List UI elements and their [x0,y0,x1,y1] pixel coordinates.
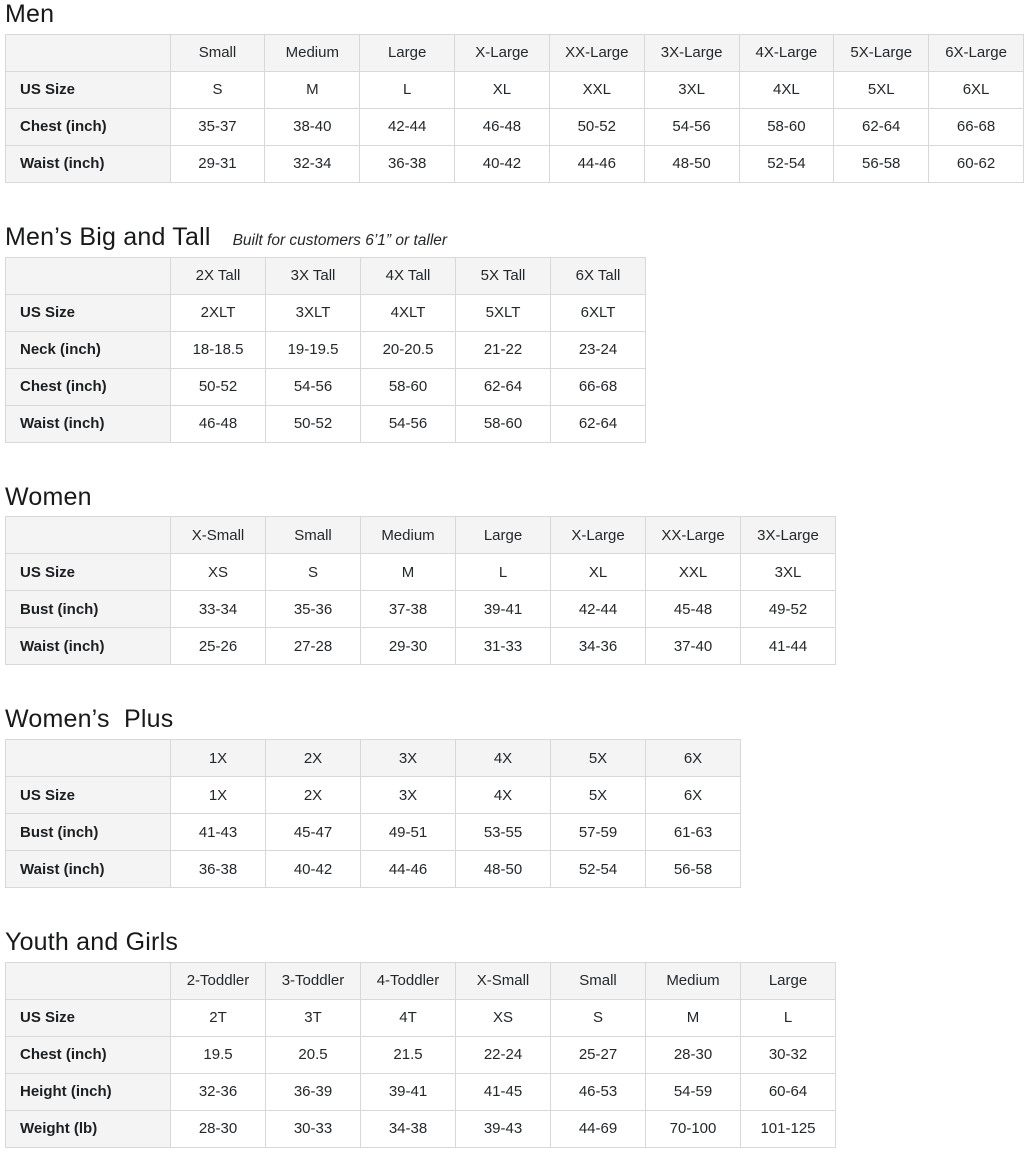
value-cell: 41-43 [171,814,266,851]
value-cell: 30-32 [741,1036,836,1073]
header-row [6,257,646,294]
column-header-cell: X-Large [551,517,646,554]
value-cell: 3X [361,777,456,814]
value-cell: 40-42 [266,851,361,888]
value-cell: 53-55 [456,814,551,851]
value-cell: 32-36 [171,1073,266,1110]
value-cell: 1X [171,777,266,814]
column-header-cell: 6X [646,740,741,777]
value-cell: 36-38 [360,145,455,182]
value-cell: S [551,999,646,1036]
value-cell: 39-41 [361,1073,456,1110]
value-cell: 62-64 [456,368,551,405]
value-cell: 3XL [741,554,836,591]
value-cell: 70-100 [646,1110,741,1147]
column-header-cell: 3X Tall [266,257,361,294]
column-header-cell: XX-Large [646,517,741,554]
value-cell: XS [171,554,266,591]
value-cell: 5XLT [456,294,551,331]
value-cell: 56-58 [834,145,929,182]
row-label-cell: Waist (inch) [6,628,171,665]
value-cell: 42-44 [551,591,646,628]
value-cell: 44-69 [551,1110,646,1147]
table-row [6,554,836,591]
value-cell: 39-43 [456,1110,551,1147]
value-cell: 62-64 [551,405,646,442]
size-table [5,34,1024,183]
value-cell: 46-53 [551,1073,646,1110]
size-chart-section [5,928,1024,1148]
value-cell: 3T [266,999,361,1036]
column-header-cell: X-Small [456,962,551,999]
column-header-cell: Medium [265,34,360,71]
column-header-cell: 2X Tall [171,257,266,294]
row-label-cell: US Size [6,554,171,591]
value-cell: 41-45 [456,1073,551,1110]
value-cell: 4T [361,999,456,1036]
section-title: Men [5,0,55,28]
value-cell: 25-27 [551,1036,646,1073]
value-cell: 22-24 [456,1036,551,1073]
value-cell: 54-56 [266,368,361,405]
column-header-cell: X-Large [455,34,550,71]
value-cell: 34-36 [551,628,646,665]
value-cell: 50-52 [266,405,361,442]
value-cell: L [741,999,836,1036]
value-cell: 4XL [739,71,834,108]
table-row [6,1036,836,1073]
value-cell: 50-52 [171,368,266,405]
value-cell: S [170,71,265,108]
section-subtitle: Built for customers 6’1” or taller [232,231,448,249]
column-header-cell: 4X Tall [361,257,456,294]
table-row [6,108,1024,145]
value-cell: 6XLT [551,294,646,331]
value-cell: 44-46 [361,851,456,888]
value-cell: 44-46 [549,145,644,182]
column-header-cell: Large [741,962,836,999]
column-header-cell: 1X [171,740,266,777]
value-cell: M [265,71,360,108]
value-cell: 54-59 [646,1073,741,1110]
value-cell: 101-125 [741,1110,836,1147]
value-cell: 2X [266,777,361,814]
column-header-cell: Small [170,34,265,71]
value-cell: S [266,554,361,591]
row-label-cell: Chest (inch) [6,108,171,145]
column-header-cell: 6X Tall [551,257,646,294]
value-cell: XS [456,999,551,1036]
value-cell: 18-18.5 [171,331,266,368]
value-cell: 35-36 [266,591,361,628]
column-header-cell: Medium [646,962,741,999]
value-cell: 66-68 [551,368,646,405]
value-cell: 58-60 [456,405,551,442]
column-header-cell: Small [551,962,646,999]
value-cell: 52-54 [739,145,834,182]
value-cell: 4X [456,777,551,814]
value-cell: 31-33 [456,628,551,665]
corner-cell [6,257,171,294]
value-cell: 33-34 [171,591,266,628]
column-header-cell: Medium [361,517,456,554]
value-cell: L [456,554,551,591]
column-header-cell: 3X-Large [644,34,739,71]
value-cell: 28-30 [646,1036,741,1073]
value-cell: 3XL [644,71,739,108]
column-header-cell: 4X-Large [739,34,834,71]
value-cell: 19-19.5 [266,331,361,368]
size-table [5,257,646,443]
value-cell: 27-28 [266,628,361,665]
value-cell: 66-68 [929,108,1024,145]
section-header [5,483,1024,512]
value-cell: 5X [551,777,646,814]
value-cell: 35-37 [170,108,265,145]
value-cell: XXL [646,554,741,591]
value-cell: XL [551,554,646,591]
column-header-cell: 5X-Large [834,34,929,71]
table-row [6,851,741,888]
value-cell: 2XLT [171,294,266,331]
column-header-cell: XX-Large [549,34,644,71]
value-cell: 4XLT [361,294,456,331]
header-row [6,34,1024,71]
column-header-cell: 6X-Large [929,34,1024,71]
value-cell: 29-30 [361,628,456,665]
value-cell: 58-60 [739,108,834,145]
value-cell: 6XL [929,71,1024,108]
column-header-cell: Large [456,517,551,554]
column-header-cell: 4X [456,740,551,777]
value-cell: 3XLT [266,294,361,331]
column-header-cell: 5X [551,740,646,777]
value-cell: 37-40 [646,628,741,665]
section-header [5,223,1024,252]
header-row [6,517,836,554]
section-title: Men’s Big and Tall [5,222,211,251]
value-cell: M [361,554,456,591]
value-cell: 39-41 [456,591,551,628]
section-header [5,928,1024,957]
section-title: Women [5,482,92,511]
value-cell: 54-56 [361,405,456,442]
row-label-cell: Waist (inch) [6,851,171,888]
value-cell: 2T [171,999,266,1036]
row-label-cell: Waist (inch) [6,405,171,442]
corner-cell [6,962,171,999]
value-cell: XXL [549,71,644,108]
corner-cell [6,34,171,71]
value-cell: 29-31 [170,145,265,182]
size-table [5,516,836,665]
value-cell: 49-51 [361,814,456,851]
value-cell: 41-44 [741,628,836,665]
value-cell: 52-54 [551,851,646,888]
section-title: Women’s Plus [5,705,174,734]
value-cell: 45-47 [266,814,361,851]
size-table [5,962,836,1148]
column-header-cell: Large [360,34,455,71]
table-row [6,591,836,628]
column-header-cell: X-Small [171,517,266,554]
row-label-cell: Bust (inch) [6,814,171,851]
value-cell: 36-39 [266,1073,361,1110]
table-row [6,999,836,1036]
row-label-cell: Bust (inch) [6,591,171,628]
size-chart-section [5,223,1024,443]
column-header-cell: Small [266,517,361,554]
table-row [6,777,741,814]
table-row [6,145,1024,182]
column-header-cell: 3X-Large [741,517,836,554]
value-cell: 30-33 [266,1110,361,1147]
value-cell: 28-30 [171,1110,266,1147]
table-row [6,331,646,368]
table-row [6,294,646,331]
value-cell: 48-50 [644,145,739,182]
value-cell: 21-22 [456,331,551,368]
value-cell: 45-48 [646,591,741,628]
table-row [6,814,741,851]
table-row [6,368,646,405]
value-cell: 20.5 [266,1036,361,1073]
row-label-cell: Height (inch) [6,1073,171,1110]
section-header [5,0,1024,29]
row-label-cell: Waist (inch) [6,145,171,182]
section-header [5,705,1024,734]
value-cell: 6X [646,777,741,814]
table-row [6,71,1024,108]
value-cell: 20-20.5 [361,331,456,368]
size-chart-section [5,705,1024,888]
value-cell: M [646,999,741,1036]
corner-cell [6,740,171,777]
table-row [6,1073,836,1110]
row-label-cell: Chest (inch) [6,1036,171,1073]
header-row [6,740,741,777]
section-title: Youth and Girls [5,928,179,956]
row-label-cell: Chest (inch) [6,368,171,405]
column-header-cell: 2X [266,740,361,777]
value-cell: 25-26 [171,628,266,665]
row-label-cell: US Size [6,294,171,331]
row-label-cell: US Size [6,71,171,108]
size-chart-section [5,483,1024,666]
size-chart-section [5,0,1024,183]
value-cell: 62-64 [834,108,929,145]
value-cell: 50-52 [549,108,644,145]
value-cell: 46-48 [171,405,266,442]
value-cell: 38-40 [265,108,360,145]
value-cell: 58-60 [361,368,456,405]
value-cell: 56-58 [646,851,741,888]
value-cell: 61-63 [646,814,741,851]
column-header-cell: 3-Toddler [266,962,361,999]
value-cell: 60-64 [741,1073,836,1110]
row-label-cell: Neck (inch) [6,331,171,368]
table-row [6,405,646,442]
column-header-cell: 3X [361,740,456,777]
row-label-cell: Weight (lb) [6,1110,171,1147]
value-cell: 19.5 [171,1036,266,1073]
value-cell: 60-62 [929,145,1024,182]
value-cell: 40-42 [455,145,550,182]
value-cell: 36-38 [171,851,266,888]
value-cell: 48-50 [456,851,551,888]
row-label-cell: US Size [6,999,171,1036]
value-cell: 23-24 [551,331,646,368]
value-cell: 5XL [834,71,929,108]
value-cell: 54-56 [644,108,739,145]
value-cell: 34-38 [361,1110,456,1147]
column-header-cell: 4-Toddler [361,962,456,999]
value-cell: 42-44 [360,108,455,145]
value-cell: 32-34 [265,145,360,182]
header-row [6,962,836,999]
value-cell: XL [455,71,550,108]
value-cell: 21.5 [361,1036,456,1073]
column-header-cell: 2-Toddler [171,962,266,999]
value-cell: 49-52 [741,591,836,628]
corner-cell [6,517,171,554]
row-label-cell: US Size [6,777,171,814]
table-row [6,1110,836,1147]
value-cell: L [360,71,455,108]
value-cell: 37-38 [361,591,456,628]
value-cell: 46-48 [455,108,550,145]
size-table [5,739,741,888]
column-header-cell: 5X Tall [456,257,551,294]
value-cell: 57-59 [551,814,646,851]
table-row [6,628,836,665]
